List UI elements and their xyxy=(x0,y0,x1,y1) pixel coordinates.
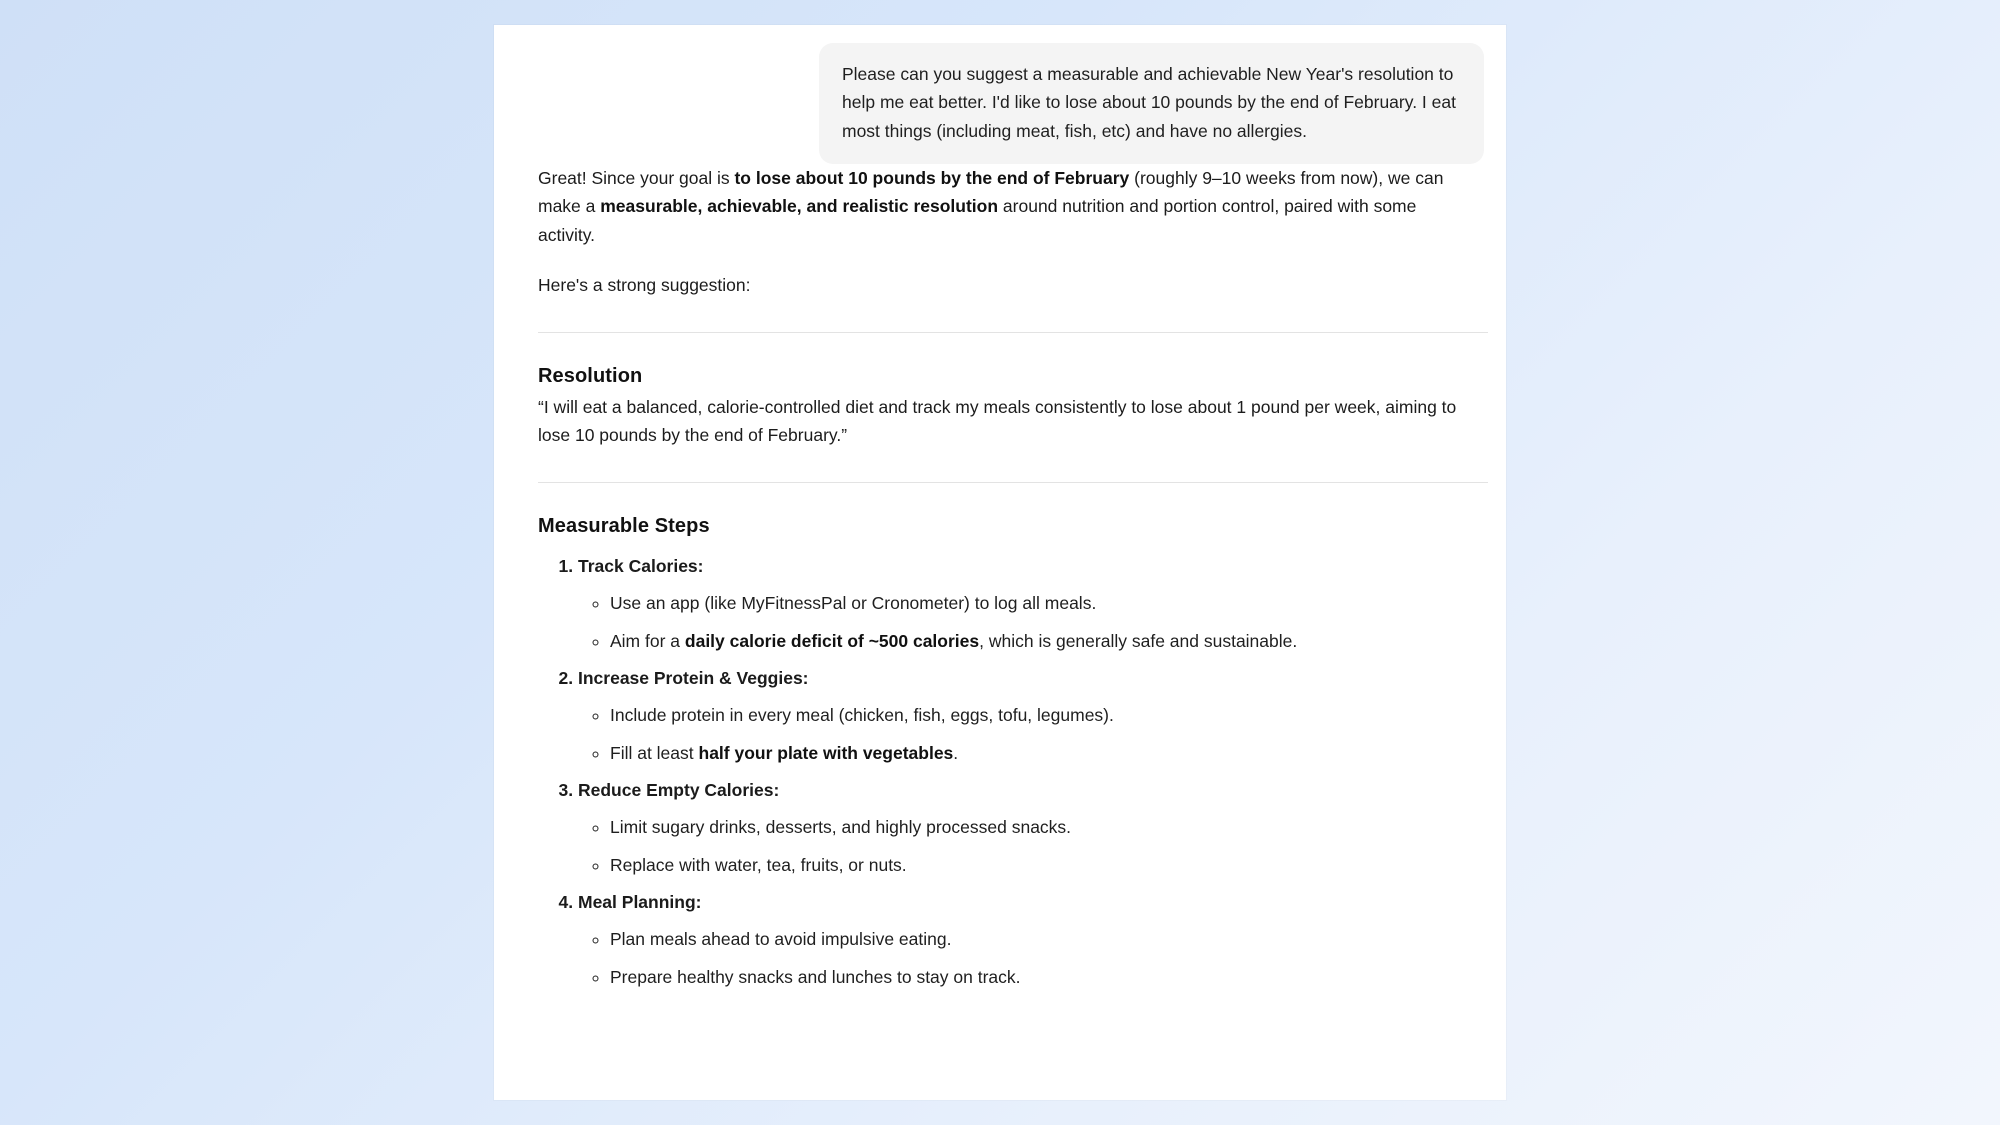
bullet-text-emphasis: daily calorie deficit of ~500 calories xyxy=(684,630,980,651)
bullet-text-prefix: Use an app (like MyFitnessPal or Cronometer) to log all meals. xyxy=(610,593,1097,614)
assistant-lead-in: Here's a strong suggestion: xyxy=(538,275,751,296)
resolution-quote: “I will eat a balanced, calorie-controlled diet and track my meals consistently to lose about 1 pound per week, aiming to lose 10 pounds by the end of February.” xyxy=(538,396,1457,446)
measurable-steps-list xyxy=(538,552,1462,991)
measurable-steps-heading: Measurable Steps xyxy=(538,515,710,538)
section-divider-middle xyxy=(538,482,1488,483)
assistant-message xyxy=(516,164,1484,991)
measurable-step-bullets xyxy=(578,701,1462,767)
measurable-step-bullet xyxy=(610,813,1462,841)
bullet-text-prefix: Fill at least xyxy=(610,742,699,763)
bullet-text-emphasis: half your plate with vegetables xyxy=(698,742,954,763)
measurable-step-bullets xyxy=(578,925,1462,991)
measurable-step-item xyxy=(578,888,1462,991)
bullet-text-prefix: Aim for a xyxy=(610,630,685,651)
measurable-step-bullet xyxy=(610,851,1462,879)
resolution-heading: Resolution xyxy=(538,365,643,388)
measurable-step-item xyxy=(578,552,1462,655)
chat-panel xyxy=(494,25,1506,1100)
measurable-step-bullet xyxy=(610,701,1462,729)
bullet-text-prefix: Plan meals ahead to avoid impulsive eating. xyxy=(610,929,952,950)
measurable-step-bullet xyxy=(610,627,1462,655)
measurable-step-bullet xyxy=(610,739,1462,767)
bullet-text-prefix: Replace with water, tea, fruits, or nuts. xyxy=(610,854,907,875)
measurable-step-title: Meal Planning: xyxy=(578,891,702,912)
measurable-step-bullet xyxy=(610,589,1462,617)
intro-prefix-text: Great! Since your goal is xyxy=(538,168,735,189)
assistant-intro-paragraph xyxy=(538,164,1462,249)
measurable-step-bullet xyxy=(610,963,1462,991)
bullet-text-suffix: , which is generally safe and sustainable. xyxy=(979,630,1298,651)
chat-scroll-area[interactable] xyxy=(494,25,1506,991)
measurable-step-item xyxy=(578,664,1462,767)
measurable-step-bullet xyxy=(610,925,1462,953)
bullet-text-prefix: Prepare healthy snacks and lunches to stay on track. xyxy=(610,966,1021,987)
bullet-text-prefix: Include protein in every meal (chicken, fish, eggs, tofu, legumes). xyxy=(610,705,1114,726)
bullet-text-prefix: Limit sugary drinks, desserts, and highly processed snacks. xyxy=(610,817,1072,838)
user-message-bubble: Please can you suggest a measurable and achievable New Year's resolution to help me eat better. I'd like to lose about 10 pounds by the end of February. I eat most things (including meat, fish, etc) and have no allergies. xyxy=(819,43,1484,164)
intro-suffix-text: around nutrition and portion control, paired with some activity. xyxy=(538,196,1417,245)
intro-bold-goal: to lose about 10 pounds by the end of February xyxy=(734,168,1130,189)
measurable-step-bullets xyxy=(578,813,1462,879)
bullet-text-suffix: . xyxy=(953,742,959,763)
user-message-row xyxy=(516,25,1484,164)
measurable-step-title: Reduce Empty Calories: xyxy=(578,779,780,800)
measurable-step-bullets xyxy=(578,589,1462,655)
intro-bold-resolution: measurable, achievable, and realistic resolution xyxy=(600,196,999,217)
measurable-step-title: Track Calories: xyxy=(578,555,704,576)
measurable-step-title: Increase Protein & Veggies: xyxy=(578,667,809,688)
intro-mid-text: (roughly 9–10 weeks from now), we can make a xyxy=(538,168,1444,217)
section-divider-top xyxy=(538,332,1488,333)
measurable-step-item xyxy=(578,776,1462,879)
